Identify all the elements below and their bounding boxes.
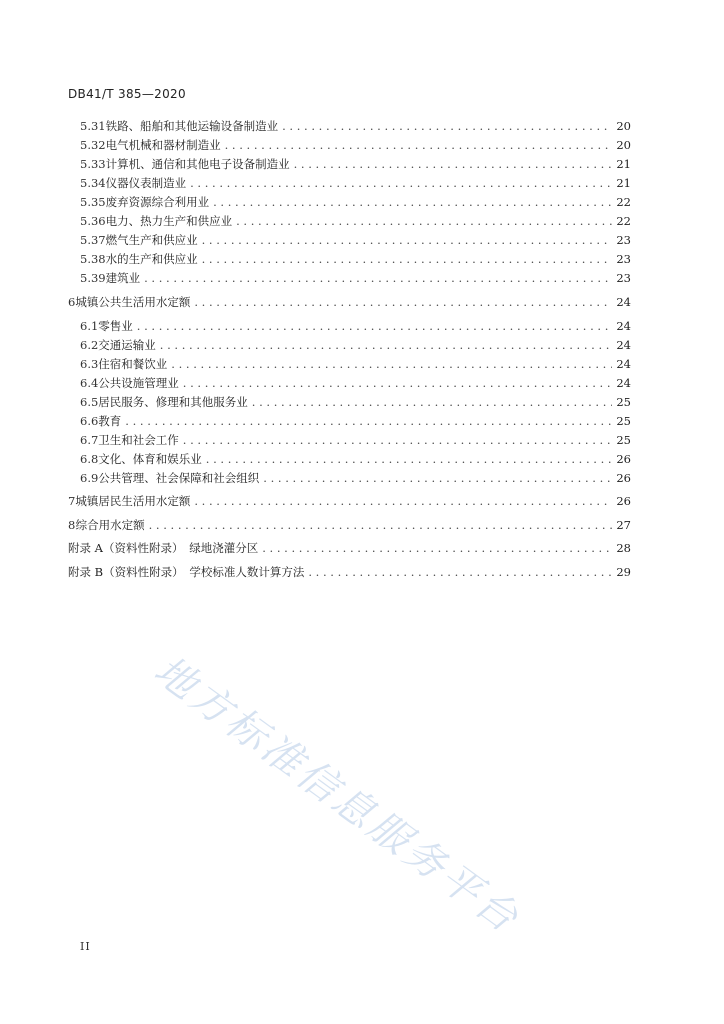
toc-leader-dots xyxy=(181,374,613,393)
toc-entry-title: 城镇公共生活用水定额 xyxy=(75,295,191,309)
toc-entry-page: 26 xyxy=(616,452,631,466)
toc-leader-dots xyxy=(192,492,612,511)
toc-leader-dots xyxy=(158,336,613,355)
toc-entry-number: 6.8 xyxy=(80,452,99,466)
toc-entry-page: 23 xyxy=(616,271,631,285)
toc-entry-page: 24 xyxy=(616,295,631,309)
toc-entry xyxy=(80,374,631,393)
toc-entry-title: 零售业 xyxy=(98,319,133,333)
toc-entry xyxy=(80,174,631,193)
toc-entry-number: 8 xyxy=(68,518,76,532)
toc-leader-dots xyxy=(188,174,612,193)
toc-entry-number: 6.9 xyxy=(80,471,99,485)
toc-entry-title: 建筑业 xyxy=(105,271,141,285)
toc-entry-title: 附录 B（资料性附录） 学校标准人数计算方法 xyxy=(68,565,305,579)
toc-leader-dots xyxy=(142,269,612,288)
toc-entry-page: 24 xyxy=(616,376,631,390)
toc-entry-number: 7 xyxy=(68,494,76,508)
toc-leader-dots xyxy=(147,516,613,535)
toc-entry-page: 22 xyxy=(616,214,631,228)
toc-entry-page: 27 xyxy=(616,518,631,532)
toc-entry-page: 25 xyxy=(616,395,631,409)
toc-entry-number: 5.33 xyxy=(80,157,106,171)
toc-entry-title: 住宿和餐饮业 xyxy=(98,357,168,371)
toc-entry-title: 水的生产和供应业 xyxy=(105,252,198,266)
toc-entry-title: 附录 A（资料性附录） 绿地浇灌分区 xyxy=(68,541,259,555)
toc-entry-page: 23 xyxy=(616,252,631,266)
toc-entry-number: 6.3 xyxy=(80,357,99,371)
toc-leader-dots xyxy=(292,155,613,174)
toc-entry-page: 20 xyxy=(616,138,631,152)
toc-entry xyxy=(80,155,631,174)
toc-entry xyxy=(80,269,631,288)
toc-entry-number: 5.34 xyxy=(80,176,106,190)
toc-entry-title: 交通运输业 xyxy=(98,338,156,352)
toc-entry xyxy=(80,117,631,136)
toc-entry xyxy=(68,516,631,535)
toc-entry xyxy=(80,355,631,374)
toc-entry-title: 居民服务、修理和其他服务业 xyxy=(98,395,248,409)
toc-entry-title: 综合用水定额 xyxy=(75,518,145,532)
toc-entry xyxy=(80,193,631,212)
toc-entry-title: 卫生和社会工作 xyxy=(98,433,179,447)
toc-entry xyxy=(80,450,631,469)
toc-entry-number: 5.39 xyxy=(80,271,106,285)
toc-entry-page: 21 xyxy=(616,176,631,190)
toc-entry-number: 5.32 xyxy=(80,138,106,152)
toc-leader-dots xyxy=(261,469,612,488)
toc-entry xyxy=(68,539,631,558)
toc-entry xyxy=(80,250,631,269)
toc-entry-title: 计算机、通信和其他电子设备制造业 xyxy=(105,157,290,171)
toc-entry-page: 24 xyxy=(616,357,631,371)
toc-entry-title: 教育 xyxy=(98,414,122,428)
toc-entry-number: 6.2 xyxy=(80,338,99,352)
toc-entry-title: 公共设施管理业 xyxy=(98,376,179,390)
toc-entry-page: 25 xyxy=(616,414,631,428)
toc-leader-dots xyxy=(200,250,613,269)
toc-entry-title: 燃气生产和供应业 xyxy=(105,233,198,247)
toc-entry-page: 25 xyxy=(616,433,631,447)
toc-entry-page: 21 xyxy=(616,157,631,171)
toc-entry-page: 29 xyxy=(616,565,631,579)
toc-leader-dots xyxy=(306,563,612,582)
toc-leader-dots xyxy=(223,136,613,155)
toc-entry-title: 文化、体育和娱乐业 xyxy=(98,452,202,466)
toc-entry-number: 5.38 xyxy=(80,252,106,266)
toc-entry xyxy=(80,231,631,250)
toc-entry-page: 23 xyxy=(616,233,631,247)
toc-entry-number: 5.36 xyxy=(80,214,106,228)
toc-entry-title: 仪器仪表制造业 xyxy=(105,176,187,190)
toc-entry-number: 6.6 xyxy=(80,414,99,428)
toc-entry-number: 6 xyxy=(68,295,76,309)
toc-entry-title: 废弃资源综合利用业 xyxy=(105,195,210,209)
toc-entry-number: 5.35 xyxy=(80,195,106,209)
toc-entry-page: 24 xyxy=(616,319,631,333)
toc-entry-page: 26 xyxy=(616,471,631,485)
watermark: 地方标准信息服务平台 xyxy=(145,647,529,944)
toc-leader-dots xyxy=(200,231,613,250)
toc-entry-page: 24 xyxy=(616,338,631,352)
toc-entry-number: 6.4 xyxy=(80,376,99,390)
toc-entry-title: 铁路、船舶和其他运输设备制造业 xyxy=(105,119,279,133)
toc-entry xyxy=(80,136,631,155)
toc-leader-dots xyxy=(192,293,612,312)
toc-entry xyxy=(68,293,631,312)
toc-entry-number: 6.7 xyxy=(80,433,99,447)
toc-entry xyxy=(80,412,631,431)
toc-leader-dots xyxy=(211,193,612,212)
toc-leader-dots xyxy=(280,117,612,136)
toc-entry xyxy=(80,393,631,412)
toc-entry-title: 公共管理、社会保障和社会组织 xyxy=(98,471,260,485)
toc-leader-dots xyxy=(204,450,613,469)
toc-entry-title: 电气机械和器材制造业 xyxy=(105,138,221,152)
toc-entry xyxy=(80,336,631,355)
toc-leader-dots xyxy=(260,539,612,558)
toc-leader-dots xyxy=(135,317,613,336)
toc-entry xyxy=(80,469,631,488)
toc-entry xyxy=(68,563,631,582)
toc-entry-page: 22 xyxy=(616,195,631,209)
toc-entry-number: 5.31 xyxy=(80,119,106,133)
toc-entry xyxy=(80,212,631,231)
toc-leader-dots xyxy=(250,393,613,412)
toc-leader-dots xyxy=(181,431,613,450)
toc-entry xyxy=(68,492,631,511)
page-number: II xyxy=(80,940,91,953)
toc-entry-page: 28 xyxy=(616,541,631,555)
toc-entry-title: 电力、热力生产和供应业 xyxy=(105,214,233,228)
toc-entry-number: 5.37 xyxy=(80,233,106,247)
toc-leader-dots xyxy=(169,355,612,374)
toc-entry-title: 城镇居民生活用水定额 xyxy=(75,494,191,508)
toc-entry-page: 20 xyxy=(616,119,631,133)
toc-leader-dots xyxy=(123,412,612,431)
toc-entry xyxy=(80,317,631,336)
toc-leader-dots xyxy=(234,212,612,231)
toc-entry-page: 26 xyxy=(616,494,631,508)
toc-entry-number: 6.1 xyxy=(80,319,99,333)
toc-entry xyxy=(80,431,631,450)
toc-entry-number: 6.5 xyxy=(80,395,99,409)
document-header: DB41/T 385—2020 xyxy=(68,87,186,101)
